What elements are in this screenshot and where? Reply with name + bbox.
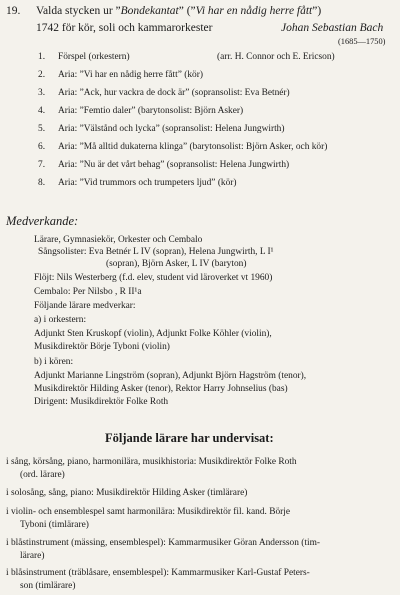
composer-name: Johan Sebastian Bach [281,22,384,34]
program-item-number: 1. [38,52,46,62]
program-item-text: Förspel (orkestern) [58,52,130,62]
participants-heading: Medverkande: [6,214,79,228]
participants-line: a) i orkestern: [34,315,87,325]
teacher-entry-line: i sång, körsång, piano, harmonilära, musikhistoria: Musikdirektör Folke Roth [6,457,297,467]
program-item-text: Aria: ”Vid trummors och trumpeters ljud” (kör) [58,178,237,188]
program-item-number: 5. [38,124,46,134]
program-item-text: Aria: ”Vi har en nådig herre fått” (kör) [58,70,203,80]
participants-line: Dirigent: Musikdirektör Folke Roth [34,397,169,407]
program-item-text: Aria: ”Må alltid dukaterna klinga” (barytonsolist: Björn Asker, och kör) [58,142,328,152]
program-item-number: 6. [38,142,46,152]
program-item-text: Aria: ”Ack, hur vackra de dock är” (sopransolist: Eva Betnér) [58,88,290,98]
teacher-entry-line: Tyboni (timlärare) [20,520,89,530]
participants-line: Flöjt: Nils Westerberg (f.d. elev, student vid läroverket vt 1960) [34,273,273,283]
program-item-number: 7. [38,160,46,170]
title-cantata-name: Bondekantat [120,5,179,17]
program-item-arranger: (arr. H. Connor och E. Ericson) [217,52,335,62]
teachers-heading: Följande lärare har undervisat: [105,431,274,445]
title-part-c: ” (” [178,5,196,17]
program-item-text: Aria: ”Femtio daler” (barytonsolist: Björn Asker) [58,106,244,116]
participants-line: Cembalo: Per Nilsbo , R II¹a [34,287,142,297]
program-item-number: 4. [38,106,46,116]
teacher-entry-line: i solosång, sång, piano: Musikdirektör Hilding Asker (timlärare) [6,488,248,498]
program-title-line2: 1742 för kör, soli och kammarorkester [36,22,213,34]
participants-line: Musikdirektör Börje Tyboni (violin) [34,342,170,352]
teacher-entry-line: (ord. lärare) [20,470,65,480]
program-item-number: 2. [38,70,46,80]
teacher-entry-line: lärare) [20,551,45,561]
teacher-entry-line: i blåsinstrument (träblåsare, ensemblespel): Kammarmusiker Karl-Gustaf Peters- [6,568,310,578]
title-part-e: ”) [312,5,322,17]
teacher-entry-line: son (timlärare) [20,581,76,591]
teacher-entry-line: i violin- och ensemblespel samt harmonilära: Musikdirektör fil. kand. Börje [6,507,291,517]
program-number: 19. [6,5,21,17]
participants-line: Adjunkt Marianne Lingström (sopran), Adjunkt Björn Hagström (tenor), [34,371,307,381]
program-title-line1 [36,4,321,18]
title-subtitle: Vi har en nådig herre fått [195,5,313,17]
teacher-entry-line: i blåstinstrument (mässing, ensemblespel): Kammarmusiker Göran Andersson (tim- [6,538,321,548]
participants-line: Musikdirektör Hilding Asker (tenor), Rektor Harry Johnselius (bas) [34,384,288,394]
program-item-number: 8. [38,178,46,188]
program-item-text: Aria: ”Nu är det vårt behag” (sopransolist: Helena Jungwirth) [58,160,290,170]
program-item-number: 3. [38,88,46,98]
participants-line: Sångsolister: Eva Betnér L IV (sopran), Helena Jungwirth, L I¹ [38,247,274,257]
participants-line: Följande lärare medverkar: [34,301,136,311]
participants-line: (sopran), Björn Asker, L IV (baryton) [106,259,247,269]
participants-line: Adjunkt Sten Kruskopf (violin), Adjunkt Folke Köhler (violin), [34,329,272,339]
participants-line: b) i kören: [34,357,74,367]
title-part-a: Valda stycken ur ” [36,5,121,17]
composer-years: (1685—1750) [338,37,386,46]
program-item-text: Aria: ”Välstånd och lycka” (sopransolist: Helena Jungwirth) [58,124,285,134]
participants-line: Lärare, Gymnasiekör, Orkester och Cembalo [34,235,203,245]
